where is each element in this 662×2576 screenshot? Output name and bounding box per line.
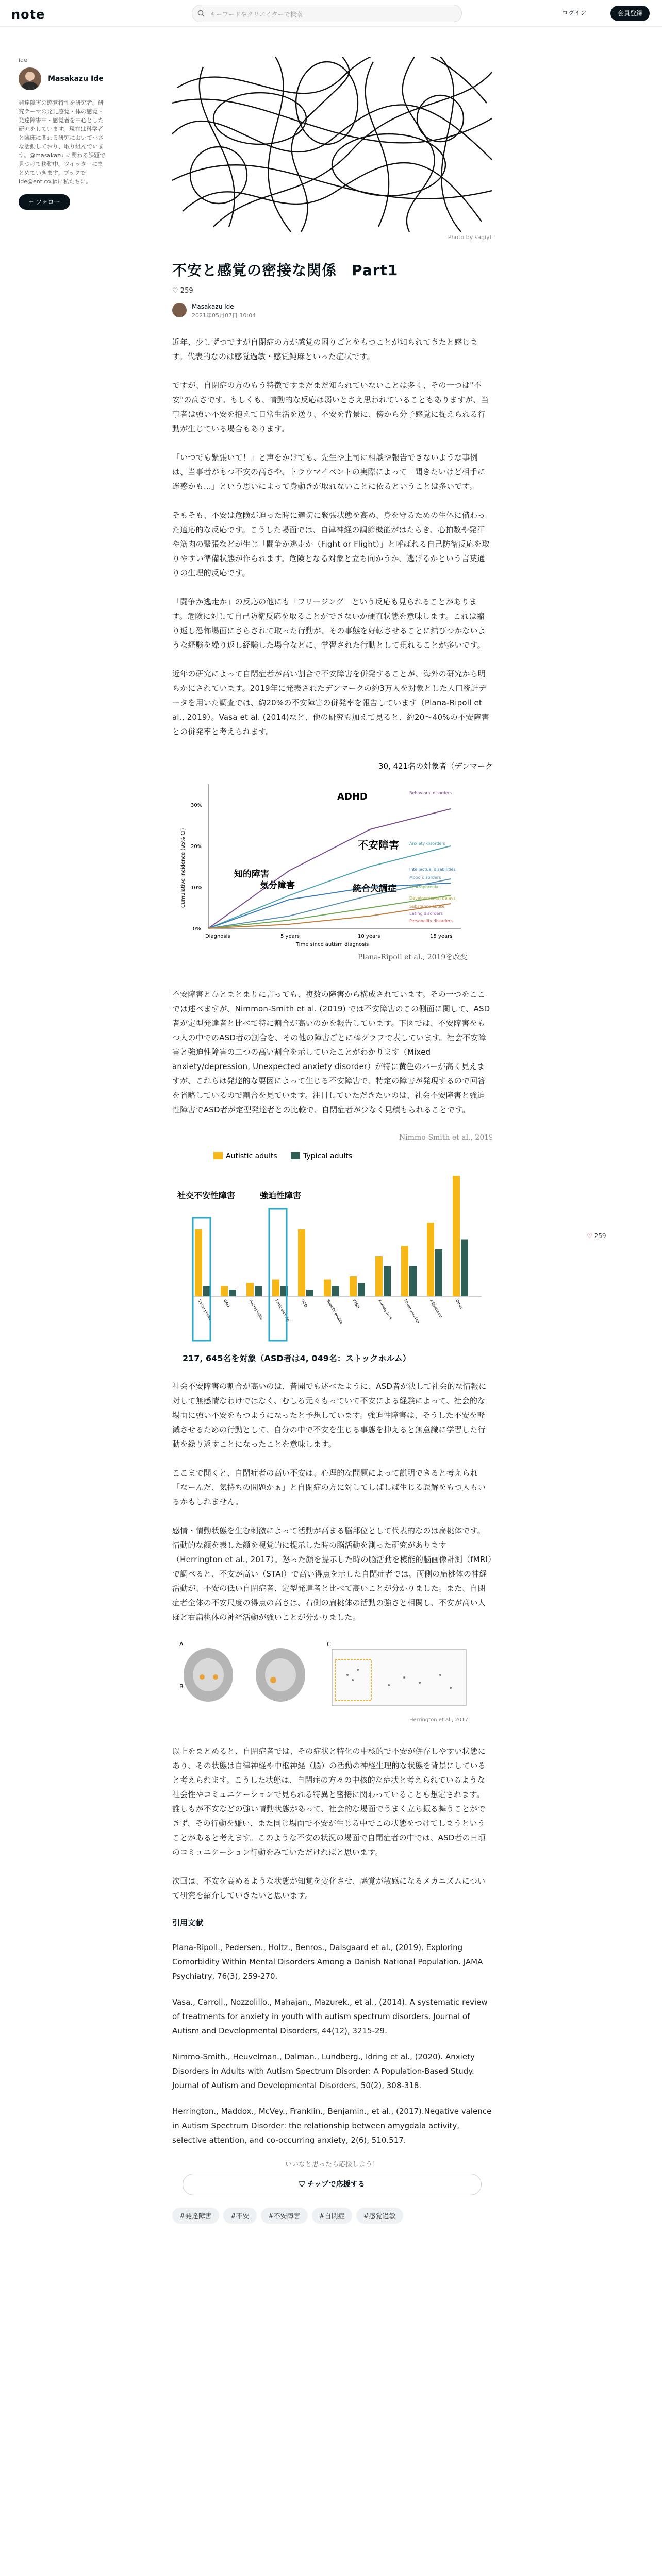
scribble-image (172, 57, 492, 232)
social-anxiety-label: 社交不安性障害 (177, 1191, 236, 1200)
bar-autistic (195, 1229, 202, 1296)
author-sidebar (19, 57, 142, 210)
y-tick: 20% (191, 844, 203, 850)
sidebar-handle: ide (19, 57, 27, 63)
legend-autistic: Autistic adults (226, 1152, 277, 1160)
bar-autistic (324, 1280, 331, 1297)
mood-label: 気分障害 (260, 880, 295, 891)
paragraph: 近年、少しずつですが自閉症の方が感覚の困りごとをもつことが知られてきたと感じます。代表的なのは感覚過敏・感覚鈍麻といった症状です。 (172, 337, 478, 361)
bar-typical (435, 1249, 442, 1296)
bar-typical (358, 1283, 365, 1296)
bar-typical (461, 1240, 468, 1297)
legend-item: Behavioral disorders (409, 791, 452, 795)
tip-button[interactable] (183, 2174, 482, 2195)
category-label: Mixed anx/dep (403, 1299, 420, 1324)
heart-icon: ♡ (587, 1232, 592, 1240)
x-tick: 5 years (280, 934, 300, 939)
search-placeholder: キーワードやクリエイターで検索 (210, 11, 303, 18)
paragraph: 近年の研究によって自閉症者が高い割合で不安障害を併発することが、海外の研究から明らかにされています。2019年に発表されたデンマークの約3万人を対象とした人口統計データを用いた調査では、約20%の不安障害の併発率を報告しています（Plana-Ripoll et al., 2019）。Vasa et al. (2014)など、他の研究も加えて見ると、約20〜40%の不安障害との併発率と考えられます。 (172, 669, 489, 736)
legend-item: Personality disorders (409, 919, 453, 923)
panel-label: C (327, 1641, 331, 1648)
like-count: 259 (180, 287, 193, 295)
reference-item: Plana-Ripoll., Pedersen., Holtz., Benros., Dalsgaard et al., (2019). Exploring Comorbidity Within Mental Disorders Among a Danish National Population. JAMA Psychiatry, 76(3), 259-270. (172, 1943, 483, 1981)
reference-item: Herrington., Maddox., McVey., Franklin., Benjamin., et al., (2017).Negative valence in Autism Spectrum Disorder: the relationship between amygdala activity, selective attention, and co-occurring anxiety, 2(6), 510.517. (172, 2107, 492, 2145)
tip-icon: ⛉ (299, 2180, 305, 2189)
activation-blob (200, 1674, 205, 1680)
figure-amygdala (172, 1639, 492, 1728)
category-label: PTSD (352, 1299, 360, 1309)
figure-anxiety-bars (172, 1131, 492, 1364)
author-bio: 発達障害の感覚特性を研究者。研究テーマの発見感覚・体の感覚・発達障害中・感覚者を中心とした研究をしています。現在は科学者と臨床に関わる研究において小さな活動しており、取り組んでいます。@masakazu に関わる課題で見つけて移動中。ツイッターにまとめていきます。ブックでIde@ent.co.jpに私たちに。 (19, 99, 106, 185)
paragraph: 「闘争か逃走か」の反応の他にも「フリージング」という反応も見られることがあります。危険に対して自己防衛反応を取ることができないか硬直状態を意味します。これは縮り返し恐怖場面にさらされて取った行動が、その事態を好転させることに結びつかないような経験を繰り返し経験した場合などに、学習された行動として現れることが多いです。 (172, 597, 486, 650)
adhd-label: ADHD (337, 791, 368, 802)
tag[interactable]: #不安 (223, 2208, 257, 2224)
reference-item: Vasa., Carroll., Nozzolillo., Mahajan., Mazurek., et al., (2014). A systematic review of treatments for anxiety in youth with autism spectrum disorders. Journal of Autism and Developmental Disorders, 44(12), 3215-29. (172, 1997, 488, 2036)
bar-typical (203, 1286, 210, 1297)
x-axis-label: Time since autism diagnosis (296, 942, 369, 947)
bar-autistic (246, 1283, 254, 1296)
figure-comorbidity (172, 753, 492, 972)
legend-item: Schizophrenia (409, 885, 439, 889)
y-axis-label: Cumulative incidence (95% CI) (180, 828, 186, 908)
x-tick: 10 years (358, 934, 380, 939)
tip-button-label: チップで応援する (307, 2180, 365, 2189)
category-label: Agoraphobia (249, 1299, 264, 1321)
bar-typical (306, 1290, 313, 1296)
floating-like-count: 259 (594, 1232, 606, 1240)
legend-item: Eating disorders (409, 911, 443, 916)
header (0, 0, 662, 27)
legend-item: Developmental delays (409, 896, 456, 901)
category-label: Adjustment (429, 1299, 443, 1319)
paragraph: 次回は、不安を高めるような状態が知覚を変化させ、感覚が敏感になるメカニズムについて研究を紹介していきたいと思います。 (172, 1876, 486, 1900)
article-body (172, 335, 492, 2224)
anxiety-bar-chart (172, 1131, 492, 1348)
scatter-panel (332, 1649, 466, 1706)
references-heading: 引用文献 (172, 1918, 204, 1927)
fig1-source: Plana-Ripoll et al., 2019を改変 (358, 953, 468, 961)
bar-autistic (272, 1280, 279, 1297)
anxiety-label: 不安障害 (358, 839, 399, 851)
paragraph: 社会不安障害の割合が高いのは、昔聞でも述べたように、ASD者が決して社会的な情報に対して無感情なわけではなく、むしろ元々もっていて不安による経験によって、社会的な場面に強い不安をもつようになったと予想しています。強迫性障害は、そうした不安を軽減させるための行動として、自分の中で不安を生じる事態を抑えると無意識に学習した行動を繰り返すことになったことを意味します。 (172, 1382, 487, 1449)
tip-prompt: いいなと思ったら応援しよう！ (285, 2161, 379, 2168)
paragraph: 不安障害とひとまとまりに言っても、複数の障害から構成されています。その一つをここでは述べますが、Nimmon-Smith et al. (2019) では不安障害のこの側面に関して、ASD者が定型発達者と比べて特に割合が高いのかを報告しています。下図では、不安障害をもつ人の中でのASD者の割合を、その他の障害ごとに棒グラフで表しています。社会不安障害と強迫性障害の二つの高い割合を示していたことがわかります（Mixed anxiety/depression, Unexpected anxiety disorder）が特に黄色のバーが高く見えますが、これらは発達的な要因によって生じる不安障害で、特定の障害が発現するので回答を省略しているので割合を見ています。注目していただきたいのは、社会不安障害と強迫性障害でASD者が定型発達者との比較で、自閉症者が少なく見積もられることです。 (172, 990, 490, 1114)
fig2-caption: 217, 645名を対象（ASD者は4, 049名：ストックホルム） (183, 1353, 411, 1363)
y-tick: 30% (191, 803, 203, 808)
category-label: OCD (300, 1299, 308, 1308)
intellectual-label: 知的障害 (234, 869, 269, 879)
paragraph: そもそも、不安は危険が迫った時に適切に緊張状態を高め、身を守るための生体に備わった適応的な反応です。こうした場面では、自律神経の調節機能がはたらき、心拍数や発汗や筋肉の緊張などが生じ「闘争か逃走か（Fight or Flight）」と呼ばれる自己防衛反応を取りやすい準備状態が作られます。危険となる対象と立ち向かうか、逃げるかという言葉通りの生理的反応です。 (172, 511, 490, 578)
brain-inner (193, 1658, 224, 1691)
follow-label: フォロー (36, 198, 60, 206)
bar-autistic (221, 1286, 228, 1297)
category-label: Social phobia (197, 1299, 213, 1322)
category-label: Anxiety NOS (377, 1299, 393, 1321)
paragraph: 以上をまとめると、自閉症者では、その症状と特化の中核的で不安が併存しやすい状態にあり、その状態は自律神経や中枢神経（脳）の活動の神経生理的な状態を背景にしていると考えられます。こうした状態は、自閉症の方々の中核的な症状と考えられているような社会性やコミュニケーションで見られる特異と密接に関わっていることも想定されます。誰しもが不安などの強い情動状態があって、社会的な場面でうまく立ち振る舞うことができず、その行動を嫌い、また同じ場面で不安が生じる中でこの状態をつけてしまうということがあると考えます。このような不安の状況の場面で自閉症者の中では、ASD者の日頃のコミュニケーション行動をみていただければと思います。 (172, 1747, 486, 1857)
note-logo[interactable]: note (11, 7, 45, 22)
legend-item: Anxiety disorders (409, 841, 445, 846)
publish-date: 2021年05月07日 10:04 (192, 312, 256, 319)
schizo-label: 統合失調症 (353, 884, 396, 894)
search-input[interactable] (192, 5, 462, 22)
y-tick: 10% (191, 885, 203, 891)
legend-item: Mood disorders (409, 875, 441, 880)
legend-typical-swatch (291, 1152, 300, 1159)
bar-autistic (401, 1246, 408, 1297)
paragraph: 「いつでも緊張いて！」と声をかけても、先生や上司に相談や報告できないような事例は、当事者がもつ不安の高さや、トラウマイベントの実際によって「聞きたいけど相手に迷惑かも…」という思いによって身動きが取れないことに依るということは多いです。 (172, 453, 486, 491)
hero-image (172, 57, 492, 232)
brain-inner (265, 1658, 296, 1691)
highlight-ocd-box (269, 1209, 287, 1341)
bar-typical (332, 1286, 339, 1297)
panel-label: B (179, 1683, 184, 1690)
tag[interactable]: #不安障害 (261, 2208, 308, 2224)
article-title: 不安と感覚の密接な関係 Part1 (172, 262, 399, 279)
legend-autistic-swatch (213, 1152, 223, 1159)
tag[interactable]: #自閉症 (312, 2208, 352, 2224)
floating-like[interactable] (587, 1232, 606, 1240)
paragraph: ここまで聞くと、自閉症者の高い不安は、心理的な問題によって説明できると考えられ「なーんだ、気持ちの問題かぁ」と自閉症の方に対してしばしば生じる誤解をもつ人もいるかもしれません。 (172, 1468, 486, 1506)
login-link[interactable]: ログイン (562, 9, 587, 16)
paragraph: 感情・情動状態を生む刺激によって活動が高まる脳部位として代表的なのは扁桃体です。情動的な顔を表した顔を視覚的に提示した時の脳活動を測った研究があります（Herrington et al., 2017）。怒った顔を提示した時の脳活動を機能的脳画像計測（fMRI）で調べると、不安が高い（STAI）で高い得点を示した自閉症者では、両側の扁桃体の神経活動が、不安の低い自閉症者、定型発達者と比べて高いことが分かりました。また、自閉症者全体の不安尺度の得点の高さは、右側の扁桃体の活動の強さと相関し、不安が高い人ほど右扁桃体の神経活動が強いことが分かりました。 (172, 1526, 492, 1622)
bar-typical (229, 1290, 236, 1296)
photo-credit[interactable]: Photo by sagiyt (448, 234, 492, 241)
sidebar-author-name[interactable]: Masakazu Ide (48, 75, 104, 83)
ocd-label: 強迫性障害 (260, 1191, 302, 1200)
heart-icon: ♡ (172, 287, 178, 295)
activation-blob (270, 1677, 276, 1683)
article-column (172, 57, 492, 2224)
paragraph: ですが、自閉症の方のもう特徴ですまだまだ知られていないことは多く、その一つは"不安"の高さです。もしくも、情動的な反応は弱いとさえ思われていることもありますが、当事者は強い不安を抱えて日常生活を送り、不安を背景に、傍から分子感覚に捉えられる行動が生じている場合もあります。 (172, 381, 489, 433)
amygdala-figure (172, 1639, 492, 1726)
tag[interactable]: #発達障害 (172, 2208, 219, 2224)
x-tick: 15 years (430, 934, 453, 939)
fig1-title: 30, 421名の対象者（デンマーク） (378, 761, 492, 771)
category-label: GAD (223, 1299, 231, 1308)
comorbidity-line-chart (172, 753, 492, 970)
tag[interactable]: #感覚過敏 (356, 2208, 403, 2224)
bar-autistic (298, 1229, 305, 1296)
bar-autistic (350, 1276, 357, 1296)
reference-item: Nimmo-Smith., Heuvelman., Dalman., Lundberg., Idring et al., (2020). Anxiety Disorders in Adults with Autism Spectrum Disorder: A Population-Based Study. Journal of Autism and Developmental Disorders, 50(2), 308-318. (172, 2052, 475, 2090)
legend-typical: Typical adults (303, 1152, 353, 1160)
search-icon (197, 10, 205, 17)
x-tick: Diagnosis (205, 934, 230, 939)
author-meta[interactable] (172, 303, 492, 319)
fig2-source: Nimmo-Smith et al., 2019 (399, 1133, 492, 1142)
activation-blob (213, 1674, 218, 1680)
follow-button[interactable]: + フォロー (19, 194, 70, 210)
like-count-row[interactable] (172, 287, 492, 295)
legend-item: Substance abuse (409, 904, 445, 909)
fig1-legend (409, 791, 456, 923)
bar-autistic (453, 1176, 460, 1296)
bar-autistic (427, 1223, 434, 1296)
author-avatar[interactable] (19, 67, 41, 90)
signup-button[interactable]: 会員登録 (610, 6, 650, 21)
tag-list (172, 2208, 492, 2224)
bar-typical (255, 1286, 262, 1297)
panel-label: A (179, 1641, 184, 1648)
author-avatar-small[interactable] (172, 303, 187, 317)
category-label: Specific phobia (326, 1299, 343, 1325)
bar-typical (409, 1266, 417, 1297)
category-label: Panic disorder (274, 1299, 291, 1323)
bar-autistic (375, 1256, 383, 1296)
bar-typical (384, 1266, 391, 1297)
fig3-source: Herrington et al., 2017 (409, 1717, 468, 1723)
legend-item: Intellectual disabilities (409, 867, 456, 872)
y-tick: 0% (193, 926, 201, 932)
category-label: Other (455, 1299, 464, 1310)
author-name[interactable]: Masakazu Ide (192, 303, 234, 310)
